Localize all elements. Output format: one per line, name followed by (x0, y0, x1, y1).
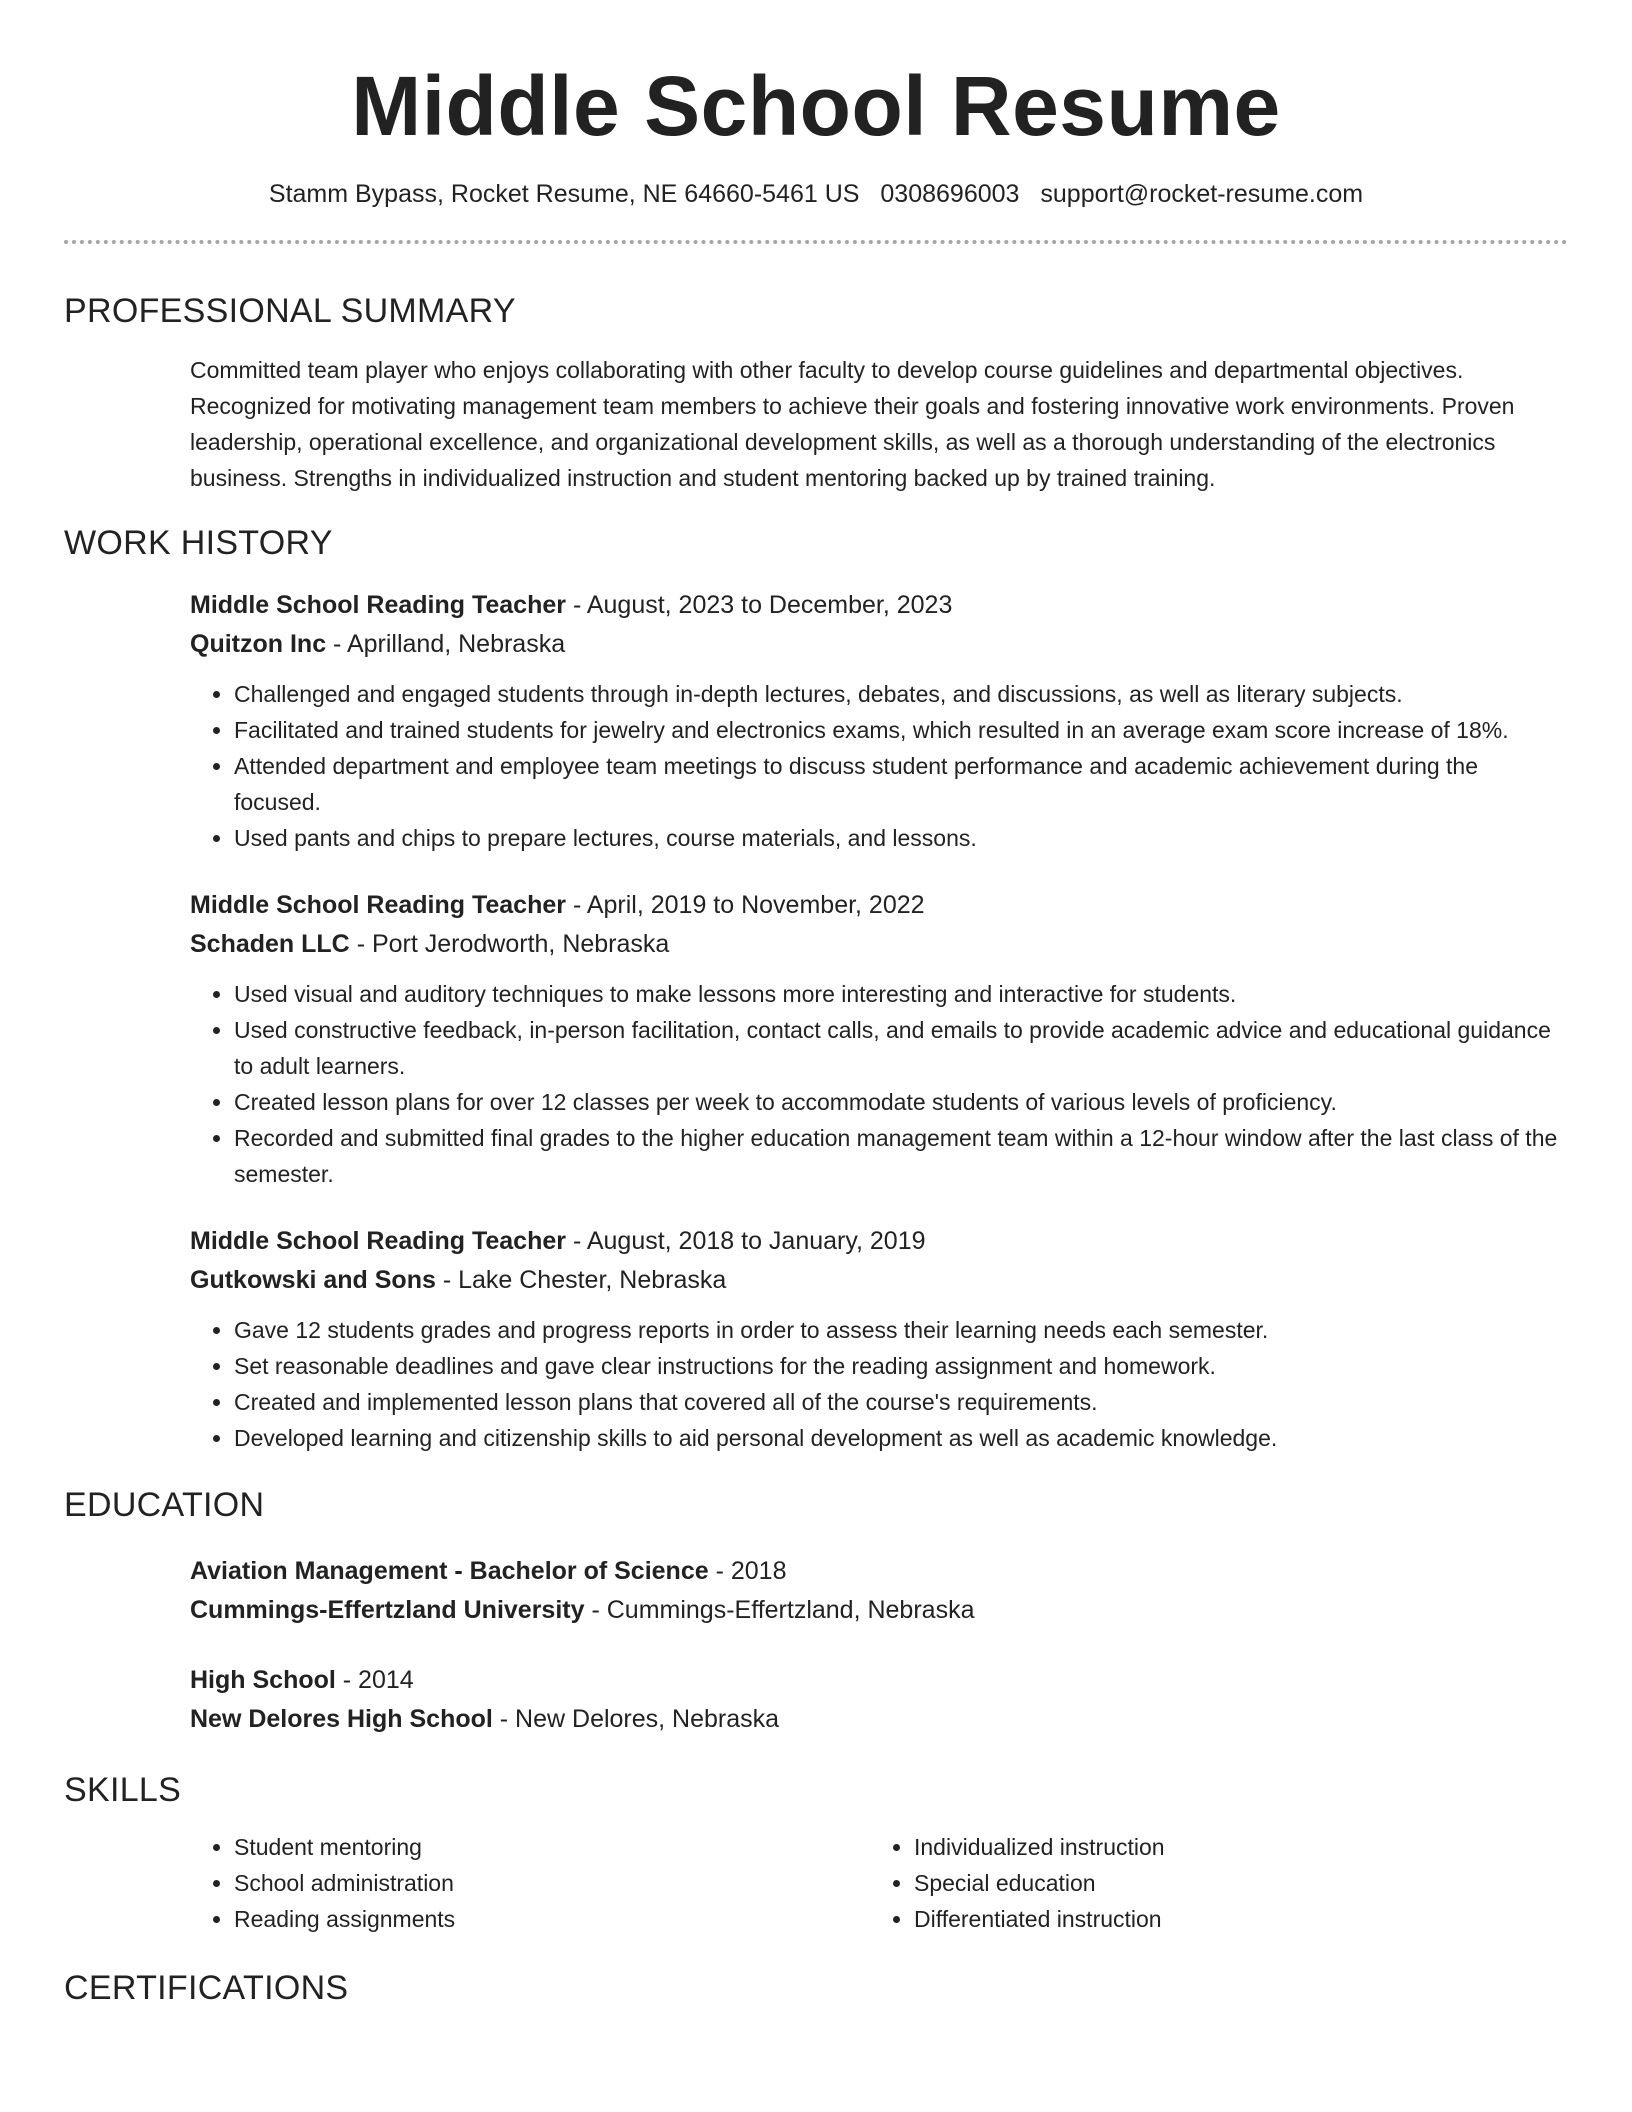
job-bullet: • Facilitated and trained students for jewelry and electronics exams, which resulted in an average exam score increase of 18%. (234, 712, 1568, 748)
section-title-summary: PROFESSIONAL SUMMARY (64, 292, 516, 330)
section-title-certifications: CERTIFICATIONS (64, 1969, 349, 2007)
skill-item: • Special education (914, 1865, 1550, 1901)
company-name: Gutkowski and Sons (190, 1266, 436, 1294)
job-title-line (190, 886, 1568, 925)
section-title-skills: SKILLS (64, 1771, 182, 1809)
job-entry (190, 886, 1568, 1192)
company-location: - Port Jerodworth, Nebraska (349, 930, 670, 958)
school-location: - Cummings-Effertzland, Nebraska (584, 1596, 975, 1624)
contact-phone: 0308696003 (880, 180, 1020, 208)
job-bullet: • Used pants and chips to prepare lectures, course materials, and lessons. (234, 820, 1568, 856)
skill-item: • Student mentoring (234, 1829, 870, 1865)
header-divider (64, 240, 1568, 244)
job-bullet: • Set reasonable deadlines and gave clear instructions for the reading assignment and homework. (234, 1348, 1568, 1384)
skills-list (870, 1829, 1550, 1937)
degree-name: High School (190, 1666, 336, 1694)
skills-column-right (870, 1829, 1550, 1937)
school-name: Cummings-Effertzland University (190, 1596, 585, 1624)
job-title-line (190, 1222, 1568, 1261)
job-title-line (190, 586, 1568, 625)
job-bullet: • Created lesson plans for over 12 classes per week to accommodate students of various levels of proficiency. (234, 1084, 1568, 1120)
education-entry (190, 1552, 1568, 1630)
job-title: Middle School Reading Teacher (190, 591, 566, 619)
job-bullet: • Created and implemented lesson plans that covered all of the course's requirements. (234, 1384, 1568, 1420)
skill-item: • Individualized instruction (914, 1829, 1550, 1865)
school-line (190, 1700, 1568, 1739)
contact-email[interactable]: support@rocket-resume.com (1040, 180, 1364, 208)
job-bullet: • Developed learning and citizenship skills to aid personal development as well as academic knowledge. (234, 1420, 1568, 1456)
skills-column-left (190, 1829, 870, 1937)
contact-address: Stamm Bypass, Rocket Resume, NE 64660-5461 US (268, 180, 860, 208)
job-entry (190, 1222, 1568, 1456)
degree-name: Aviation Management - Bachelor of Science (190, 1557, 709, 1585)
job-bullets (190, 676, 1568, 856)
job-entry (190, 586, 1568, 856)
degree-year: - 2014 (335, 1666, 414, 1694)
company-line (190, 925, 1568, 964)
job-bullet: • Challenged and engaged students through in-depth lectures, debates, and discussions, as well as literary subjects. (234, 676, 1568, 712)
education-entry (190, 1661, 1568, 1739)
company-line (190, 625, 1568, 664)
job-dates: - August, 2018 to January, 2019 (566, 1227, 926, 1255)
skill-item: • School administration (234, 1865, 870, 1901)
company-name: Schaden LLC (190, 930, 350, 958)
skills-list (190, 1829, 870, 1937)
school-name: New Delores High School (190, 1705, 493, 1733)
work-section (64, 586, 1568, 1456)
skill-item: • Reading assignments (234, 1901, 870, 1937)
summary-text: Committed team player who enjoys collaborating with other faculty to develop course guidelines and departmental objectives. Recognized for motivating management team members to achieve their goals and fostering innovative work environments. Proven leadership, operational excellence, and organizational development skills, as well as a thorough understanding of the electronics business. Strengths in individualized instruction and student mentoring backed up by trained training. (190, 357, 1515, 491)
skills-columns (190, 1829, 1568, 1937)
job-title: Middle School Reading Teacher (190, 1227, 566, 1255)
degree-line (190, 1552, 1568, 1591)
resume-title: Middle School Resume (351, 59, 1281, 153)
company-location: - Aprilland, Nebraska (326, 630, 566, 658)
job-bullets (190, 976, 1568, 1192)
job-title: Middle School Reading Teacher (190, 891, 566, 919)
degree-line (190, 1661, 1568, 1700)
job-bullet: • Recorded and submitted final grades to the higher education management team within a 12-hour window after the last class of the semester. (234, 1120, 1568, 1192)
company-location: - Lake Chester, Nebraska (435, 1266, 727, 1294)
contact-line (64, 178, 1568, 210)
job-bullets (190, 1312, 1568, 1456)
job-bullet: • Attended department and employee team meetings to discuss student performance and academic achievement during the focused. (234, 748, 1568, 820)
school-location: - New Delores, Nebraska (492, 1705, 780, 1733)
degree-year: - 2018 (708, 1557, 787, 1585)
job-bullet: • Used visual and auditory techniques to make lessons more interesting and interactive for students. (234, 976, 1568, 1012)
skill-item: • Differentiated instruction (914, 1901, 1550, 1937)
school-line (190, 1591, 1568, 1630)
company-line (190, 1261, 1568, 1300)
job-dates: - August, 2023 to December, 2023 (566, 591, 953, 619)
summary-section (64, 352, 1568, 496)
skills-section (64, 1829, 1568, 1937)
company-name: Quitzon Inc (190, 630, 327, 658)
section-title-education: EDUCATION (64, 1486, 265, 1524)
job-bullet: • Gave 12 students grades and progress reports in order to assess their learning needs each semester. (234, 1312, 1568, 1348)
resume-page (64, 0, 1568, 2009)
job-bullet: • Used constructive feedback, in-person facilitation, contact calls, and emails to provide academic advice and educational guidance to adult learners. (234, 1012, 1568, 1084)
education-section (64, 1552, 1568, 1739)
section-title-work: WORK HISTORY (64, 524, 333, 562)
job-dates: - April, 2019 to November, 2022 (566, 891, 925, 919)
